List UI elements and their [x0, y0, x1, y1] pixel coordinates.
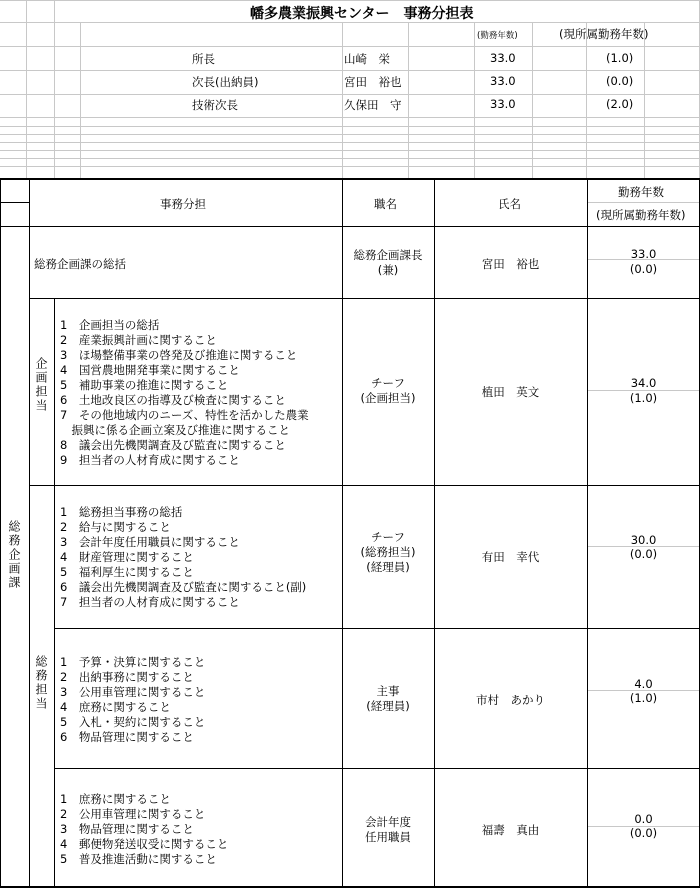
duty-item: 9 担当者の人材育成に関すること: [60, 453, 240, 467]
duty-item: 8 議会出先機関調査及び監査に関すること: [60, 438, 286, 452]
staff-years: 30.0: [630, 533, 657, 547]
duty-item: 7 その他地域内のニーズ、特性を活かした農業: [60, 408, 309, 422]
leader-current-years: (1.0): [606, 51, 634, 65]
duty-item: 6 物品管理に関すること: [60, 730, 194, 744]
years-column-label: (勤務年数): [477, 31, 518, 41]
duty-item: 1 予算・決算に関すること: [60, 655, 206, 669]
duty-item: 1 庶務に関すること: [60, 792, 171, 806]
leader-name: 久保田 守: [344, 98, 402, 112]
staff-name: 宮田 裕也: [481, 257, 540, 271]
duty-item: 3 公用車管理に関すること: [60, 685, 206, 699]
staff-current-years: (0.0): [629, 262, 658, 276]
duty-item: 2 産業振興計画に関すること: [60, 333, 217, 347]
duty-item: 2 出納事務に関すること: [60, 670, 194, 684]
staff-current-years: (1.0): [629, 391, 658, 405]
position-line: 総務企画課長: [353, 248, 423, 262]
leader-current-years: (0.0): [606, 74, 634, 88]
duty-item: 3 ほ場整備事業の啓発及び推進に関すること: [60, 348, 298, 362]
position-line: (兼): [377, 263, 399, 277]
duty-item: 4 庶務に関すること: [60, 700, 171, 714]
position-line: チーフ: [371, 530, 405, 544]
duty-list: [60, 318, 309, 468]
leader-name: 宮田 裕也: [344, 75, 402, 89]
staff-name: 市村 あかり: [476, 693, 545, 707]
leader-role: 技術次長: [192, 98, 238, 112]
duty-item: 6 議会出先機関調査及び監査に関すること(副): [60, 580, 307, 594]
leader-years: 33.0: [490, 97, 516, 111]
position-cell: [342, 248, 434, 278]
position-line: 会計年度: [365, 815, 411, 829]
duty-list: [60, 505, 306, 610]
duty-item: 5 福利厚生に関すること: [60, 565, 194, 579]
leader-years: 33.0: [490, 51, 516, 65]
duty-item: 1 総務担当事務の総括: [60, 505, 183, 519]
leader-current-years: (2.0): [606, 97, 634, 111]
duty-item: 5 補助事業の推進に関すること: [60, 378, 229, 392]
position-line: チーフ: [371, 376, 405, 390]
header-years: 勤務年数: [618, 185, 664, 199]
position-cell: [342, 376, 434, 406]
leader-role: 所長: [192, 52, 215, 66]
position-line: (経理員): [366, 560, 410, 574]
leader-years: 33.0: [490, 74, 516, 88]
position-line: 主事: [376, 684, 400, 698]
duty-item: 5 普及推進活動に関すること: [60, 852, 217, 866]
position-line: (企画担当): [360, 391, 416, 405]
group-label-kikaku: 企画担当: [34, 357, 48, 413]
duty-item: 2 公用車管理に関すること: [60, 807, 206, 821]
leader-name: 山崎 栄: [344, 52, 390, 66]
duty-item: 4 財産管理に関すること: [60, 550, 194, 564]
duty-item: 振興に係る企画立案及び推進に関すること: [60, 423, 290, 437]
position-line: (経理員): [366, 699, 410, 713]
staff-name: 植田 英文: [481, 385, 540, 399]
header-current-years: (現所属勤務年数): [596, 208, 686, 222]
duty-item: 3 物品管理に関すること: [60, 822, 194, 836]
duty-item: 2 給与に関すること: [60, 520, 171, 534]
current-years-column-label: (現所属勤務年数): [559, 27, 649, 41]
position-line: 任用職員: [365, 830, 411, 844]
duty-text: 総務企画課の総括: [34, 257, 126, 271]
duty-item: 4 郵便物発送収受に関すること: [60, 837, 229, 851]
staff-name: 有田 幸代: [481, 550, 540, 564]
duty-item: 6 土地改良区の指導及び検査に関すること: [60, 393, 286, 407]
staff-current-years: (1.0): [629, 691, 658, 705]
position-line: (総務担当): [360, 545, 416, 559]
staff-years: 0.0: [634, 812, 653, 826]
position-cell: [342, 530, 434, 575]
staff-name: 福壽 真由: [481, 823, 540, 837]
duty-item: 4 国営農地開発事業に関すること: [60, 363, 240, 377]
header-duties: 事務分担: [160, 197, 206, 211]
duty-list: [60, 792, 228, 867]
staff-current-years: (0.0): [629, 826, 658, 840]
header-name: 氏名: [498, 197, 521, 211]
staff-years: 4.0: [634, 677, 653, 691]
duty-item: 5 入札・契約に関すること: [60, 715, 206, 729]
duty-item: 3 会計年度任用職員に関すること: [60, 535, 240, 549]
leader-role: 次長(出納員): [192, 75, 259, 89]
staff-current-years: (0.0): [629, 547, 658, 561]
staff-years: 33.0: [630, 247, 657, 261]
position-cell: [342, 684, 434, 714]
staff-years: 34.0: [630, 376, 657, 390]
header-position: 職名: [374, 197, 397, 211]
section-label: 総務企画課: [7, 520, 21, 590]
position-cell: [342, 815, 434, 845]
duty-item: 1 企画担当の総括: [60, 318, 160, 332]
duty-list: [60, 655, 205, 745]
page-title: 幡多農業振興センター 事務分担表: [250, 6, 474, 22]
group-label-somu: 総務担当: [34, 655, 48, 711]
duty-item: 7 担当者の人材育成に関すること: [60, 595, 240, 609]
